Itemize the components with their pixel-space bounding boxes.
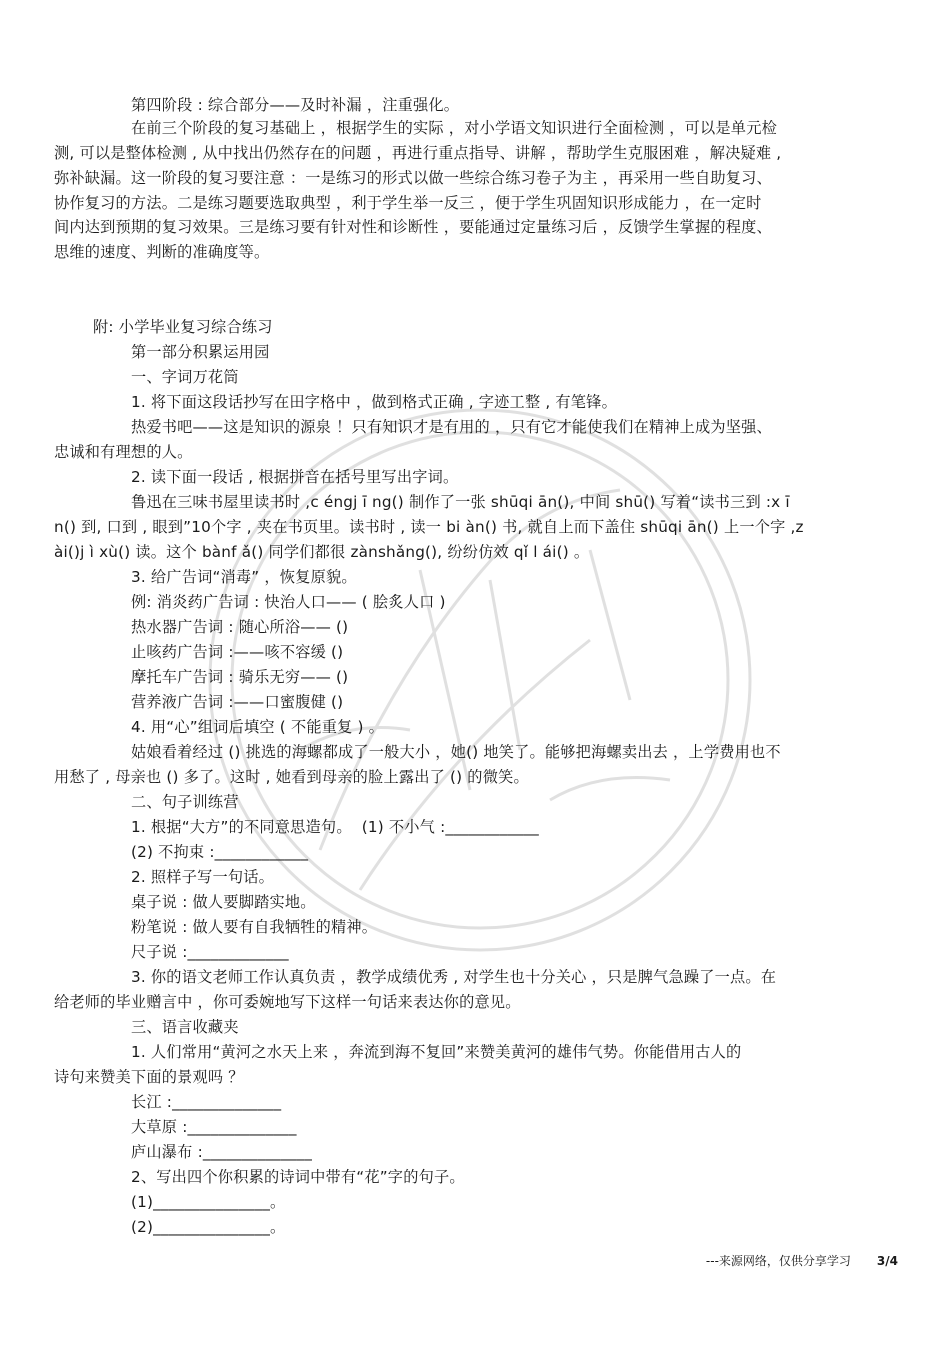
question-line: 例: 消炎药广告词 : 快治人口—— ( 脍炙人口 ) [131,593,446,611]
section-heading: 二、句子训练营 [131,793,239,811]
answer-blank[interactable]: ____________ [214,843,309,861]
section-heading: 一、字词万花筒 [131,368,239,386]
page-number: 3/4 [876,1254,898,1268]
question-line: (1)_______________。 [131,1193,286,1211]
question-line: 热爱书吧——这是知识的源泉 ！只有知识才是有用的 ，只有它才能使我们在精神上成为坚强、 [131,418,772,436]
answer-blank[interactable]: _______________。 [153,1193,286,1211]
question-line: 粉笔说 : 做人要有自我牺牲的精神。 [131,918,378,936]
question-line: 大草原 :______________ [131,1118,297,1136]
appendix-title: 附: 小学毕业复习综合练习 [93,318,273,336]
question-line: 诗句来赞美下面的景观吗 ？ [54,1068,244,1086]
question-line: 1. 人们常用“黄河之水天上来 ，奔流到海不复回”来赞美黄河的雄伟气势。你能借用古人的 [131,1043,742,1061]
question-line: n() 到, 口到 , 眼到”10个字 , 夹在书页里。读书时 , 读一 bi àn() 书, 就自上而下盖住 shūqi ān() 上一个字 ,z [54,518,804,536]
question-line: 热水器广告词 : 随心所浴—— () [131,618,349,636]
footer-source: ---来源网络，仅供分享学习 [705,1254,851,1268]
question-line: 给老师的毕业赠言中 ，你可委婉地写下这样一句话来表达你的意见。 [54,993,521,1011]
page-footer [706,1252,898,1269]
question-line: (2)_______________。 [131,1218,286,1236]
question-line: 2. 读下面一段话 , 根据拼音在括号里写出字词。 [131,468,459,486]
question-line: 用愁了 , 母亲也 () 多了。这时 , 她看到母亲的脸上露出了 () 的微笑。 [54,768,529,786]
answer-blank[interactable]: ______________ [187,1118,297,1136]
stage-four-heading: 第四阶段 : 综合部分——及时补漏 ，注重强化。 [131,96,460,114]
paragraph-line: 间内达到预期的复习效果。三是练习要有针对性和诊断性 ，要能通过定量练习后 ，反馈学生掌握的程度、 [54,218,772,236]
answer-blank[interactable]: ______________ [202,1143,313,1161]
section-heading: 三、语言收藏夹 [131,1018,239,1036]
part-one-heading: 第一部分积累运用园 [131,343,270,361]
question-line: 2. 照样子写一句话。 [131,868,275,886]
question-line: 营养液广告词 :——口蜜腹健 () [131,693,344,711]
question-line: 庐山瀑布 :______________ [131,1143,313,1161]
question-line: 桌子说 : 做人要脚踏实地。 [131,893,316,911]
question-line: 鲁迅在三味书屋里读书时 ,c éngj ī ng() 制作了一张 shūqi ān(), 中间 shū() 写着“读书三到 :x ī [131,493,790,511]
question-line: (2) 不拘束 :____________ [131,843,309,861]
paragraph-line: 在前三个阶段的复习基础上 ，根据学生的实际 ，对小学语文知识进行全面检测 ，可以是单元检 [131,119,777,137]
question-line: 尺子说 :_____________ [131,943,289,961]
paragraph-line: 测, 可以是整体检测 , 从中找出仍然存在的问题 ，再进行重点指导、讲解 ，帮助学生克服困难 ，解决疑难 , [54,144,782,162]
question-line: 姑娘看着经过 () 挑选的海螺都成了一般大小 ，她() 地笑了。能够把海螺卖出去 ，上学费用也不 [131,743,781,761]
question-line: 长江 :______________ [131,1093,282,1111]
paragraph-line: 弥补缺漏。这一阶段的复习要注意 ：一是练习的形式以做一些综合练习卷子为主 ，再采用一些自助复习、 [54,169,772,187]
answer-blank[interactable]: _____________ [187,943,289,961]
question-line: 2、写出四个你积累的诗词中带有“花”字的句子。 [131,1168,465,1186]
question-line: 1. 将下面这段话抄写在田字格中 ，做到格式正确 , 字迹工整 , 有笔锋。 [131,393,617,411]
question-line: 摩托车广告词 : 骑乐无穷—— () [131,668,349,686]
question-line: 4. 用“心”组词后填空 ( 不能重复 ) 。 [131,718,385,736]
paragraph-line: 协作复习的方法。二是练习题要选取典型 ，利于学生举一反三 ，便于学生巩固知识形成能力 ，在一定时 [54,194,762,212]
answer-blank[interactable]: ______________ [172,1093,282,1111]
answer-blank[interactable]: _______________。 [153,1218,286,1236]
question-line: 忠诚和有理想的人。 [54,443,193,461]
answer-blank[interactable]: ____________ [445,818,539,836]
question-line: ài()j ì xù() 读。这个 bànf ǎ() 同学们都很 zànshǎng(), 纷纷仿效 qǐ l ái() 。 [54,543,590,561]
question-line: 3. 你的语文老师工作认真负责 ，教学成绩优秀 , 对学生也十分关心 ，只是脾气急躁了一点。在 [131,968,777,986]
question-line: 1. 根据“大方”的不同意思造句。 (1) 不小气 :____________ [131,818,539,836]
question-line: 止咳药广告词 :——咳不容缓 () [131,643,344,661]
question-line: 3. 给广告词“消毒” ，恢复原貌。 [131,568,357,586]
paragraph-line: 思维的速度、判断的准确度等。 [54,243,270,261]
